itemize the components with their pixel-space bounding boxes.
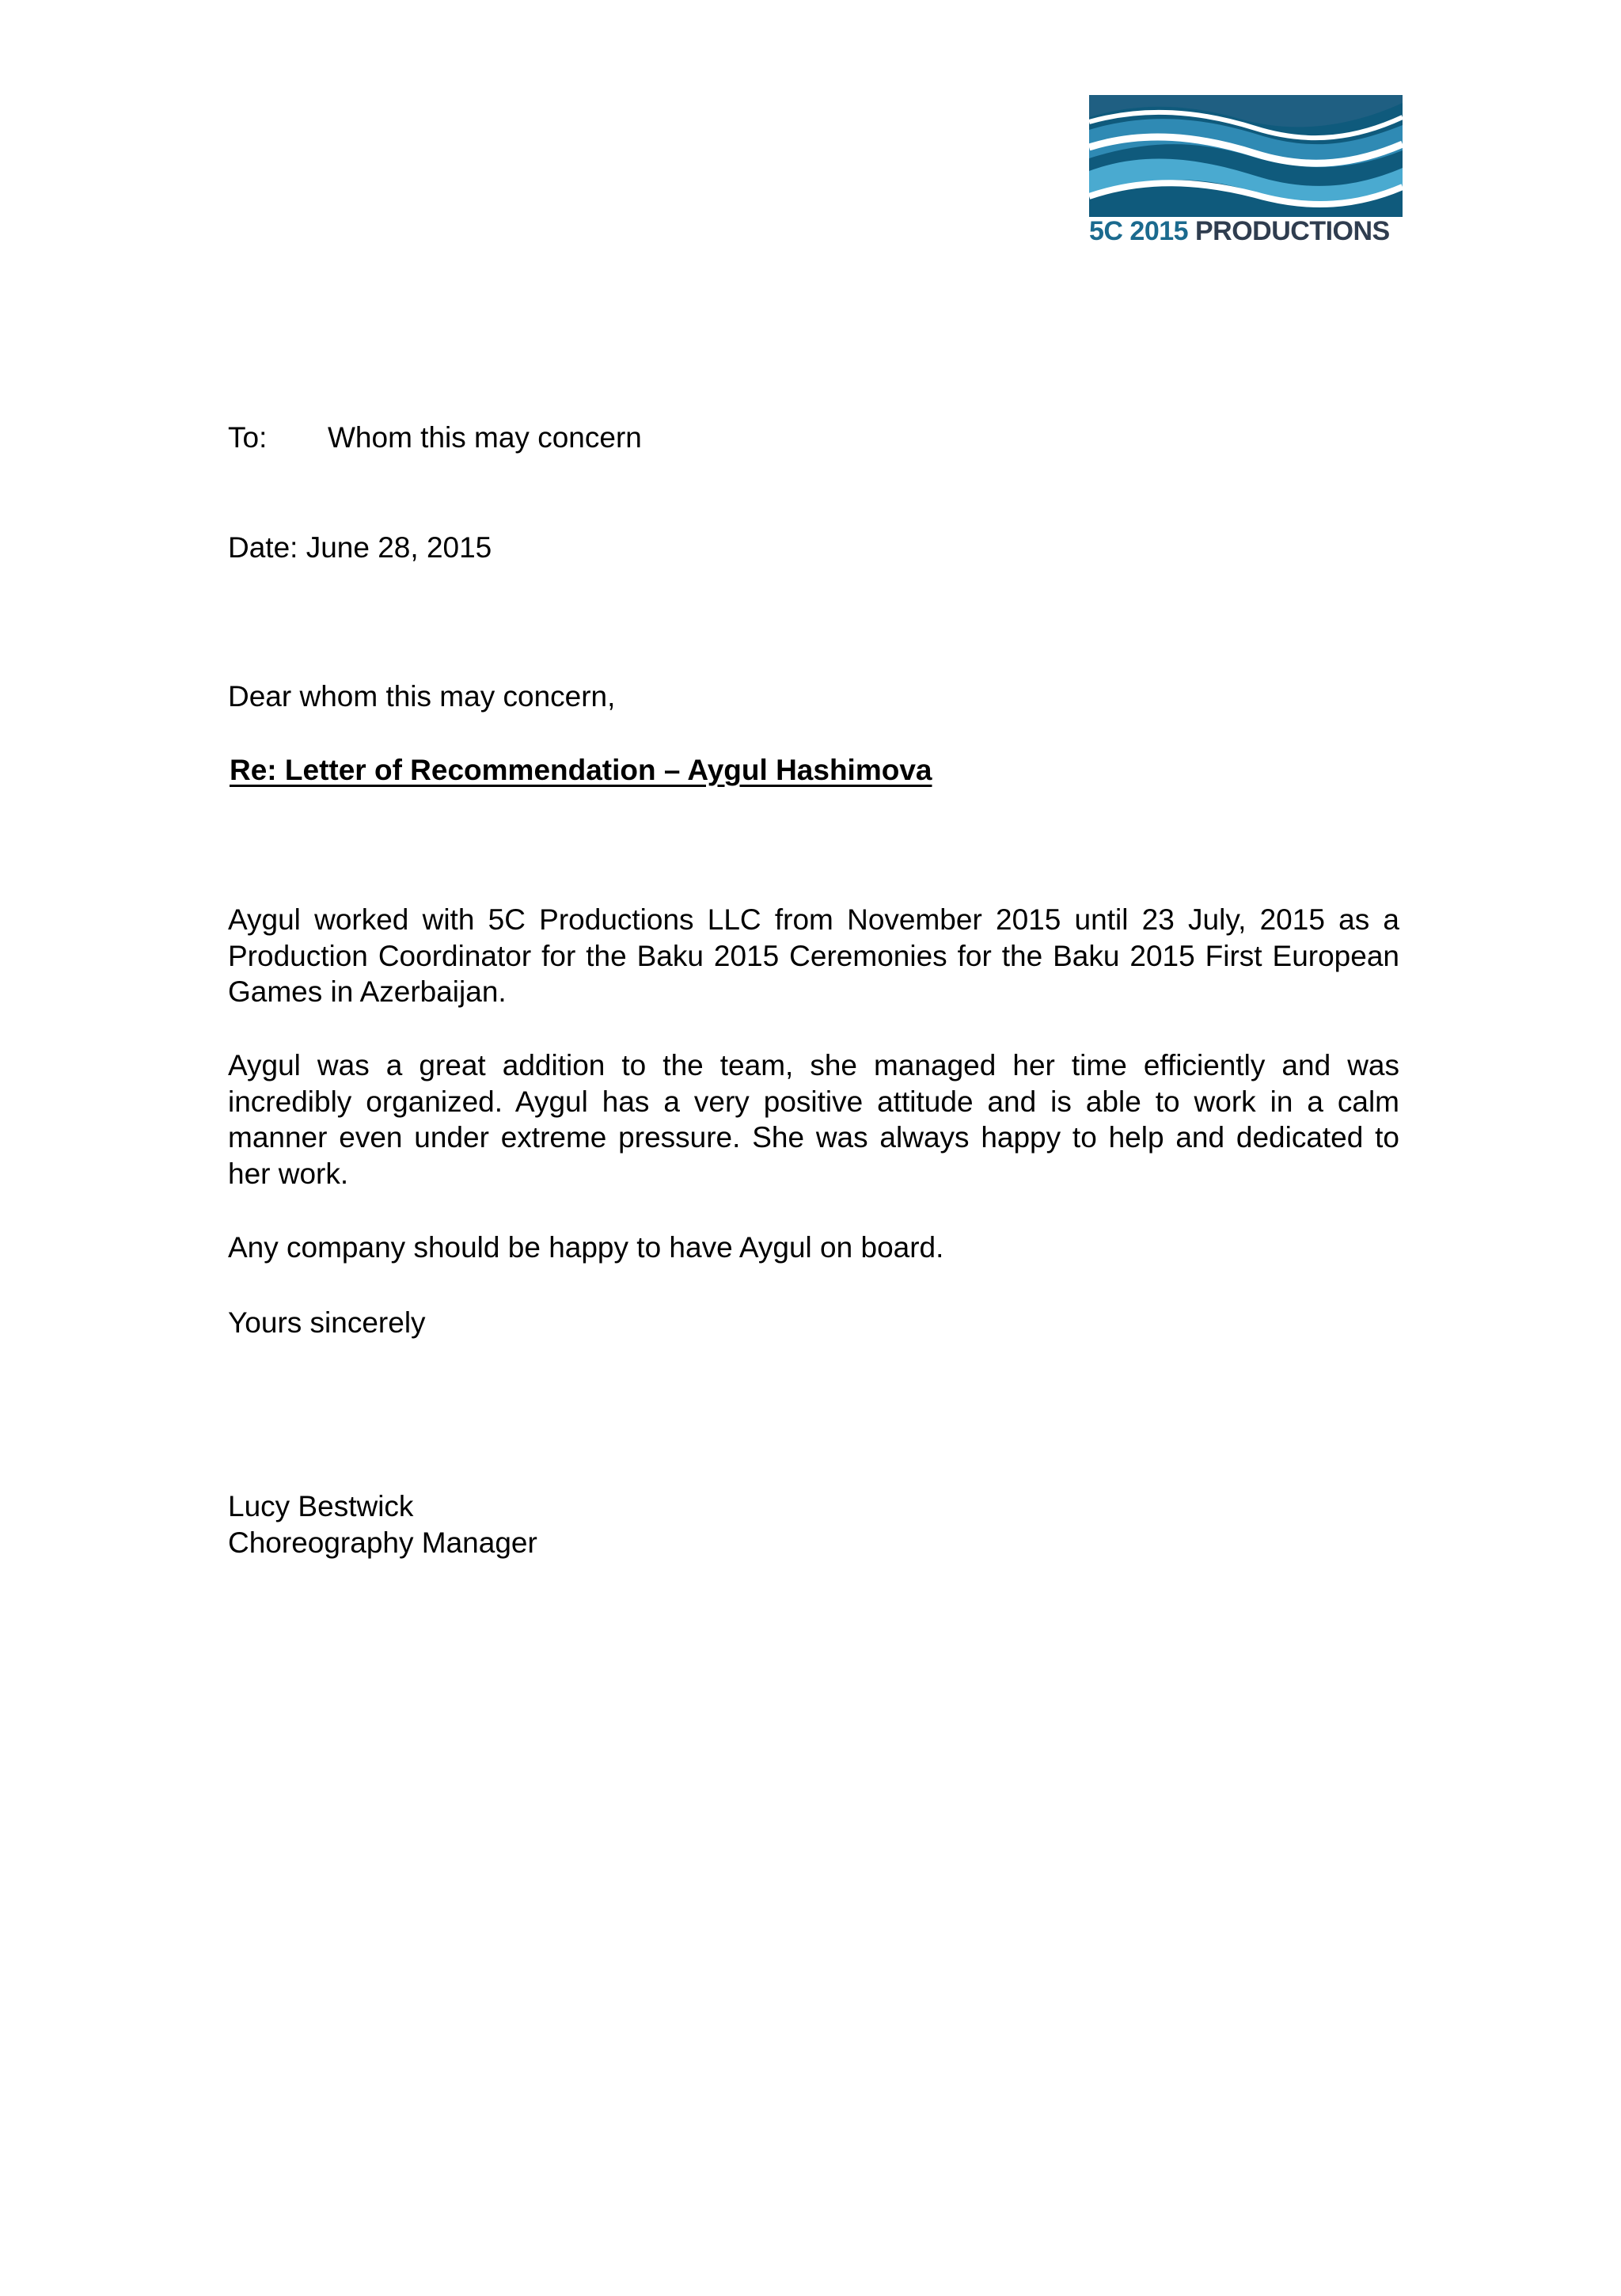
logo-number-text: 5C 2015	[1089, 216, 1189, 246]
to-label: To:	[228, 421, 268, 454]
logo-word-text: PRODUCTIONS	[1195, 216, 1390, 246]
signer-name: Lucy Bestwick	[228, 1490, 414, 1522]
subject-line: Re: Letter of Recommendation – Aygul Hashimova	[230, 754, 932, 786]
waves-logo-icon	[1089, 95, 1403, 217]
paragraph-employment: Aygul worked with 5C Productions LLC from November 2015 until 23 July, 2015 as a Production Coordinator for the Baku 2015 Ceremonies for the Baku 2015 First European Games in Azerbaijan.	[228, 903, 1399, 1008]
paragraph-qualities: Aygul was a great addition to the team, she managed her time efficiently and was incredibly organized. Aygul has a very positive attitude and is able to work in a calm manner even under extreme pressure. She was always happy to help and dedicated to her work.	[228, 1049, 1399, 1190]
paragraph-endorsement: Any company should be happy to have Aygul on board.	[228, 1231, 944, 1264]
logo-wordmark	[1089, 215, 1406, 247]
date-line: Date: June 28, 2015	[228, 531, 492, 564]
company-logo	[1089, 95, 1406, 253]
signer-title: Choreography Manager	[228, 1526, 537, 1559]
to-value: Whom this may concern	[328, 421, 642, 454]
salutation: Dear whom this may concern,	[228, 680, 616, 713]
closing: Yours sincerely	[228, 1306, 426, 1339]
